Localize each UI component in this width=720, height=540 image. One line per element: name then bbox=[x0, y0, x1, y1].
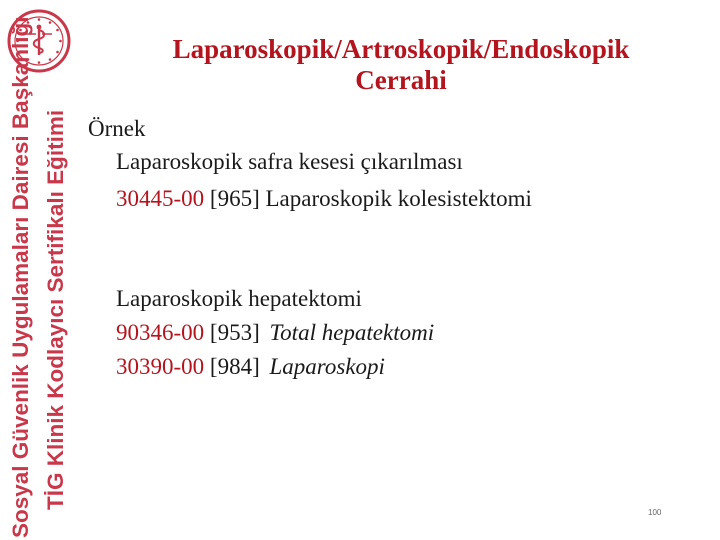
block-number: [953] bbox=[209, 320, 260, 345]
example1-label: Laparoskopik safra kesesi çıkarılması bbox=[116, 149, 463, 174]
organization-label: Sosyal Güvenlik Uygulamaları Dairesi Başkanlığı bbox=[8, 16, 33, 538]
example2-code-line-2 bbox=[116, 350, 385, 384]
slide-content bbox=[82, 0, 720, 540]
procedure-code: 90346-00 bbox=[116, 320, 205, 345]
page-number: 100 bbox=[648, 508, 662, 517]
example1-code-line bbox=[116, 182, 532, 216]
slide-title bbox=[82, 34, 720, 96]
example2-label: Laparoskopik hepatektomi bbox=[116, 286, 362, 311]
training-label: TİG Klinik Kodlayıcı Sertifikalı Eğitimi bbox=[43, 109, 68, 510]
block-number: [965] bbox=[209, 186, 260, 211]
procedure-description: Laparoskopi bbox=[269, 354, 385, 379]
procedure-description: Total hepatektomi bbox=[269, 320, 435, 345]
sidebar bbox=[0, 0, 82, 540]
example-heading: Örnek bbox=[88, 116, 146, 141]
procedure-code: 30445-00 bbox=[116, 186, 205, 211]
block-number: [984] bbox=[209, 354, 260, 379]
procedure-description: Laparoskopik kolesistektomi bbox=[265, 186, 532, 211]
procedure-code: 30390-00 bbox=[116, 354, 205, 379]
title-line-1: Laparoskopik/Artroskopik/Endoskopik bbox=[172, 34, 630, 64]
title-line-2: Cerrahi bbox=[355, 65, 447, 95]
example2-code-line-1 bbox=[116, 316, 434, 350]
